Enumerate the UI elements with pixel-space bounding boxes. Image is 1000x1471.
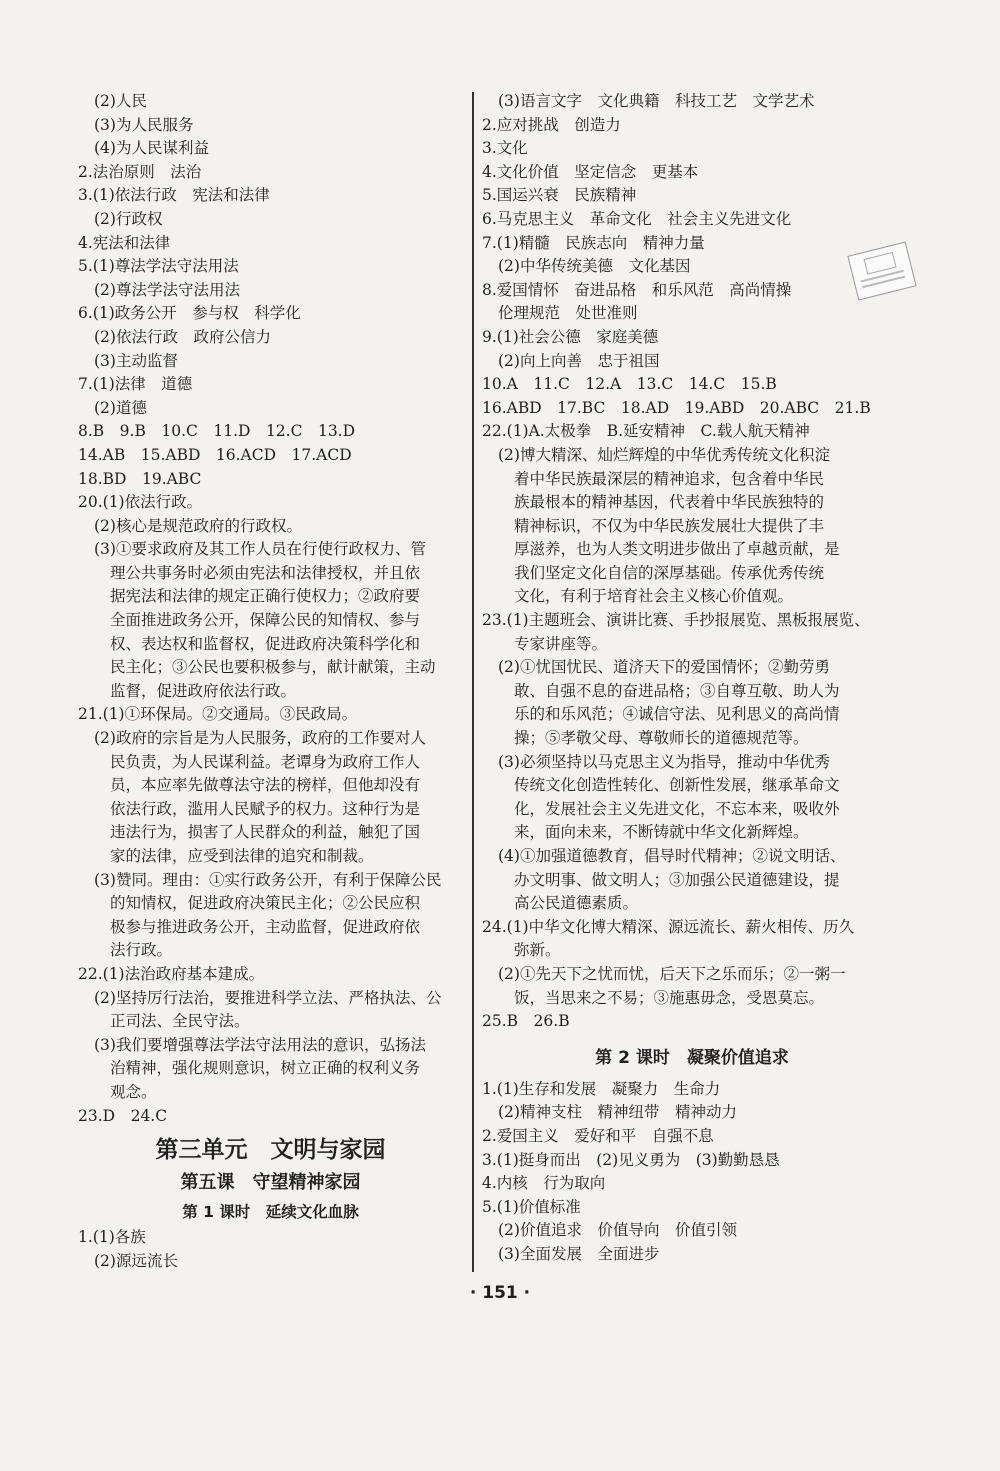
answer-line: 的知情权，促进政府决策民主化；②公民应积 <box>110 894 421 913</box>
answer-line: (3)语言文字 文化典籍 科技工艺 文学艺术 <box>498 92 815 110</box>
answer-line: 4.文化价值 坚定信念 更基本 <box>482 162 699 181</box>
answer-line: 21.(1)①环保局。②交通局。③民政局。 <box>78 705 358 724</box>
answer-line: 乐的和乐风范；④诚信守法、见利思义的高尚情 <box>514 705 840 724</box>
right-answer-lines <box>482 90 902 1034</box>
answer-line: 正司法、全民守法。 <box>110 1012 250 1031</box>
answer-line: (3)①要求政府及其工作人员在行使行政权力、管 <box>94 540 426 559</box>
answer-line: 专家讲座等。 <box>514 634 608 653</box>
answer-line: 16.ABD 17.BC 18.AD 19.ABD 20.ABC 21.B <box>482 398 871 417</box>
answer-line: 18.BD 19.ABC <box>78 469 202 488</box>
answer-line: (4)为人民谋利益 <box>94 139 209 158</box>
answer-line: (2)①忧国忧民、道济天下的爱国情怀；②勤劳勇 <box>498 658 830 677</box>
answer-line: 监督，促进政府依法行政。 <box>110 681 297 700</box>
answer-line: 8.B 9.B 10.C 11.D 12.C 13.D <box>78 422 356 441</box>
answer-line: 民主化；③公民也要积极参与，献计献策，主动 <box>110 658 436 677</box>
answer-line: 化，发展社会主义先进文化，不忘本来，吸收外 <box>514 799 840 818</box>
answer-line: (2)依法行政 政府公信力 <box>94 327 271 346</box>
column-divider <box>472 92 474 1272</box>
answer-line: 饭，当思来之不易；③施惠毋念，受恩莫忘。 <box>514 988 825 1007</box>
left-answer-lines <box>78 90 463 1128</box>
answer-line: (2)价值追求 价值导向 价值引领 <box>498 1221 737 1240</box>
answer-line: 权、表达权和监督权，促进政府决策科学化和 <box>110 634 421 653</box>
lesson-title: 第五课 守望精神家园 <box>180 1172 361 1194</box>
answer-line: 据宪法和法律的规定正确行使权力；②政府要 <box>110 587 421 606</box>
answer-line: 5.国运兴衰 民族精神 <box>482 186 637 205</box>
answer-line: 法行政。 <box>110 941 173 960</box>
answer-line: (2)坚持厉行法治，要推进科学立法、严格执法、公 <box>94 988 442 1007</box>
answer-line: 精神标识，不仅为中华民族发展壮大提供了丰 <box>514 516 825 535</box>
answer-line: 6.(1)政务公开 参与权 科学化 <box>78 304 301 323</box>
page-number: · 151 · <box>469 1283 531 1303</box>
answer-line: 高公民道德素质。 <box>514 894 639 913</box>
answer-line: 23.(1)主题班会、演讲比赛、手抄报展览、黑板报展览、 <box>482 611 870 630</box>
answer-line: (3)必须坚持以马克思主义为指导，推动中华优秀 <box>498 752 830 771</box>
answer-line: 伦理规范 处世准则 <box>498 304 638 323</box>
answer-line: (3)赞同。理由：①实行政务公开，有利于保障公民 <box>94 870 442 889</box>
answer-line: 14.AB 15.ABD 16.ACD 17.ACD <box>78 445 352 464</box>
answer-line: 文化，有利于培育社会主义核心价值观。 <box>514 587 794 606</box>
answer-line: 3.(1)挺身而出 (2)见义勇为 (3)勤勤恳恳 <box>482 1150 780 1169</box>
answer-line: 2.应对挑战 创造力 <box>482 115 621 134</box>
answer-line: 2.法治原则 法治 <box>78 162 202 181</box>
answer-line: 1.(1)生存和发展 凝聚力 生命力 <box>482 1079 721 1098</box>
answer-line: (3)为人民服务 <box>94 115 194 134</box>
answer-line: 7.(1)精髓 民族志向 精神力量 <box>482 233 705 252</box>
right-answer-lines-end <box>482 1078 902 1267</box>
answer-line: 着中华民族最深层的精神追求，包含着中华民 <box>514 469 825 488</box>
unit-title: 第三单元 文明与家园 <box>155 1137 386 1164</box>
answer-line: 3.文化 <box>482 139 528 158</box>
period-2-title: 第 2 课时 凝聚价值追求 <box>595 1047 789 1068</box>
answer-line: 厚滋养，也为人类文明进步做出了卓越贡献，是 <box>514 540 840 559</box>
answer-line: 民负责，为人民谋利益。老谭身为政府工作人 <box>110 752 421 771</box>
answer-line: 极参与推进政务公开，主动监督，促进政府依 <box>110 917 421 936</box>
answer-line: 22.(1)法治政府基本建成。 <box>78 964 265 983</box>
answer-line: (2)政府的宗旨是为人民服务，政府的工作要对人 <box>94 729 426 748</box>
answer-line: (2)尊法学法守法用法 <box>94 280 240 299</box>
answer-line: 族最根本的精神基因，代表着中华民族独特的 <box>514 493 825 512</box>
period-1-title: 第 1 课时 延续文化血脉 <box>182 1203 359 1222</box>
answer-line: 观念。 <box>110 1082 157 1101</box>
answer-line: 20.(1)依法行政。 <box>78 493 203 512</box>
answer-line: (2)博大精深、灿烂辉煌的中华优秀传统文化积淀 <box>498 445 830 464</box>
answer-line: 操；⑤孝敬父母、尊敬师长的道德规范等。 <box>514 729 809 748</box>
answer-line: 传统文化创造性转化、创新性发展，继承革命文 <box>514 776 840 795</box>
answer-line: (3)主动监督 <box>94 351 178 370</box>
answer-line: 违法行为，损害了人民群众的利益，触犯了国 <box>110 823 421 842</box>
answer-line: 我们坚定文化自信的深厚基础。传承优秀传统 <box>514 563 825 582</box>
answer-line: 员，本应率先做尊法守法的榜样，但他却没有 <box>110 776 421 795</box>
answer-line: 10.A 11.C 12.A 13.C 14.C 15.B <box>482 375 777 394</box>
answer-line: 8.爱国情怀 奋进品格 和乐风范 高尚情操 <box>482 280 792 299</box>
answer-line: 6.马克思主义 革命文化 社会主义先进文化 <box>482 209 792 228</box>
answer-line: 22.(1)A.太极拳 B.延安精神 C.载人航天精神 <box>482 422 810 441</box>
answer-line: 全面推进政务公开，保障公民的知情权、参与 <box>110 611 421 630</box>
left-column <box>78 90 463 1273</box>
answer-line: (2)中华传统美德 文化基因 <box>498 257 691 276</box>
answer-line: 4.内核 行为取向 <box>482 1174 606 1193</box>
answer-line: 治精神，强化规则意识，树立正确的权利义务 <box>110 1059 421 1078</box>
answer-line: (4)①加强道德教育，倡导时代精神；②说文明话、 <box>498 847 846 865</box>
answer-line: 1.(1)各族 <box>78 1228 146 1247</box>
answer-line: 3.(1)依法行政 宪法和法律 <box>78 186 270 205</box>
answer-line: 5.(1)价值标准 <box>482 1197 581 1216</box>
answer-line: (2)①先天下之忧而忧，后天下之乐而乐；②一粥一 <box>498 964 846 983</box>
answer-line: 25.B 26.B <box>482 1012 570 1031</box>
answer-line: 23.D 24.C <box>78 1106 168 1125</box>
answer-line: (2)人民 <box>94 92 147 110</box>
answer-line: (2)核心是规范政府的行政权。 <box>94 516 302 535</box>
answer-line: (3)我们要增强尊法学法守法用法的意识，弘扬法 <box>94 1035 426 1054</box>
answer-line: 5.(1)尊法学法守法用法 <box>78 257 239 276</box>
answer-line: 24.(1)中华文化博大精深、源远流长、薪火相传、历久 <box>482 917 855 936</box>
answer-line: (2)向上向善 忠于祖国 <box>498 351 660 370</box>
answer-line: 办文明事、做文明人；③加强公民道德建设，提 <box>514 870 840 889</box>
right-column <box>482 90 902 1267</box>
answer-line: (2)精神支柱 精神纽带 精神动力 <box>498 1103 737 1122</box>
answer-line: 来，面向未来，不断铸就中华文化新辉煌。 <box>514 823 809 842</box>
answer-line: 7.(1)法律 道德 <box>78 375 193 394</box>
answer-line: 依法行政，滥用人民赋予的权力。这种行为是 <box>110 799 421 818</box>
answer-line: 2.爱国主义 爱好和平 自强不息 <box>482 1126 714 1145</box>
answer-line: 弥新。 <box>514 941 561 960</box>
answer-line: (2)道德 <box>94 398 147 417</box>
answer-line: 理公共事务时必须由宪法和法律授权，并且依 <box>110 563 421 582</box>
answer-line: 敢、自强不息的奋进品格；③自尊互敬、助人为 <box>514 681 840 700</box>
answer-line: (3)全面发展 全面进步 <box>498 1244 660 1263</box>
answer-line: 9.(1)社会公德 家庭美德 <box>482 327 659 346</box>
left-answer-lines-end <box>78 1226 463 1273</box>
answer-line: (2)源远流长 <box>94 1251 178 1270</box>
answer-line: 4.宪法和法律 <box>78 233 171 252</box>
answer-line: (2)行政权 <box>94 209 163 228</box>
answer-line: 家的法律，应受到法律的追究和制裁。 <box>110 847 374 865</box>
